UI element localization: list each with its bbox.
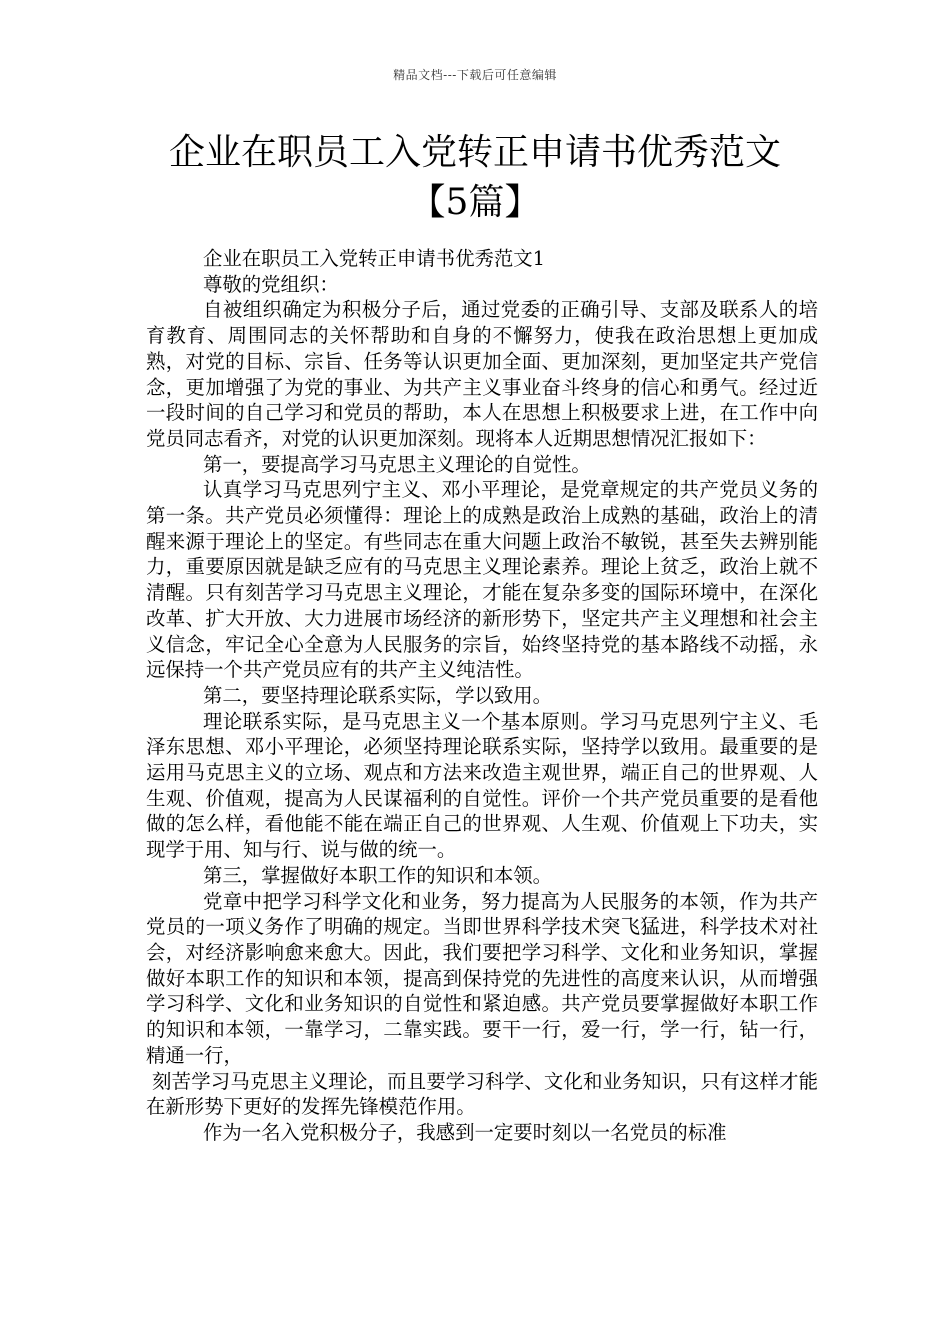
salutation: 尊敬的党组织：	[203, 272, 339, 296]
section-heading: 企业在职员工入党转正申请书优秀范文1	[203, 247, 545, 270]
document-title: 企业在职员工入党转正申请书优秀范文【5篇】	[168, 132, 781, 223]
paragraph: 作为一名入党积极分子，我感到一定要时刻以一名党员的标准	[203, 1120, 727, 1144]
point-heading-2: 第二，要坚持理论联系实际，学以致用。	[203, 683, 553, 707]
header-note: 精品文档---下载后可任意编辑	[393, 68, 557, 82]
paragraph: 党章中把学习科学文化和业务，努力提高为人民服务的本领，作为共产党员的一项义务作了明确的规定。当即世界科学技术突飞猛进，科学技术对社会，对经济影响愈来愈大。因此，我们要把学习科学、文化和业务知识，掌握做好本职工作的知识和本领，提高到保持党的先进性的高度来认识，从而增强学习科学、文化和业务知识的自觉性和紧迫感。共产党员要掌握做好本职工作的知识和本领，一靠学习，二靠实践。要干一行，爱一行，学一行，钻一行，精通一行，	[146, 889, 818, 1067]
point-heading-1: 第一，要提高学习马克思主义理论的自觉性。	[203, 452, 591, 476]
paragraph: 理论联系实际，是马克思主义一个基本原则。学习马克思列宁主义、毛泽东思想、邓小平理论，必须坚持理论联系实际，坚持学以致用。最重要的是运用马克思主义的立场、观点和方法来改造主观世界，端正自己的世界观、人生观、价值观，提高为人民谋福利的自觉性。评价一个共产党员重要的是看他做的怎么样，看他能不能在端正自己的世界观、人生观、价值观上下功夫，实现学于用、知与行、说与做的统一。	[146, 709, 818, 862]
point-heading-3: 第三，掌握做好本职工作的知识和本领。	[203, 863, 553, 887]
document-body	[146, 246, 818, 1146]
paragraph: 刻苦学习马克思主义理论，而且要学习科学、文化和业务知识，只有这样才能在新形势下更好的发挥先锋模范作用。	[146, 1069, 818, 1119]
paragraph: 认真学习马克思列宁主义、邓小平理论，是党章规定的共产党员义务的第一条。共产党员必须懂得：理论上的成熟是政治上成熟的基础，政治上的清醒来源于理论上的坚定。有些同志在重大问题上政治不敏锐，甚至失去辨别能力，重要原因就是缺乏应有的马克思主义理论素养。理论上贫乏，政治上就不清醒。只有刻苦学习马克思主义理论，才能在复杂多变的国际环境中，在深化改革、扩大开放、大力进展市场经济的新形势下，坚定共产主义理想和社会主义信念，牢记全心全意为人民服务的宗旨，始终坚持党的基本路线不动摇，永远保持一个共产党员应有的共产主义纯洁性。	[146, 478, 818, 682]
paragraph: 自被组织确定为积极分子后，通过党委的正确引导、支部及联系人的培育教育、周围同志的关怀帮助和自身的不懈努力，使我在政治思想上更加成熟，对党的目标、宗旨、任务等认识更加全面、更加深刻，更加坚定共产党信念，更加增强了为党的事业、为共产主义事业奋斗终身的信心和勇气。经过近一段时间的自己学习和党员的帮助，本人在思想上积极要求上进，在工作中向党员同志看齐，对党的认识更加深刻。现将本人近期思想情况汇报如下：	[146, 298, 818, 450]
